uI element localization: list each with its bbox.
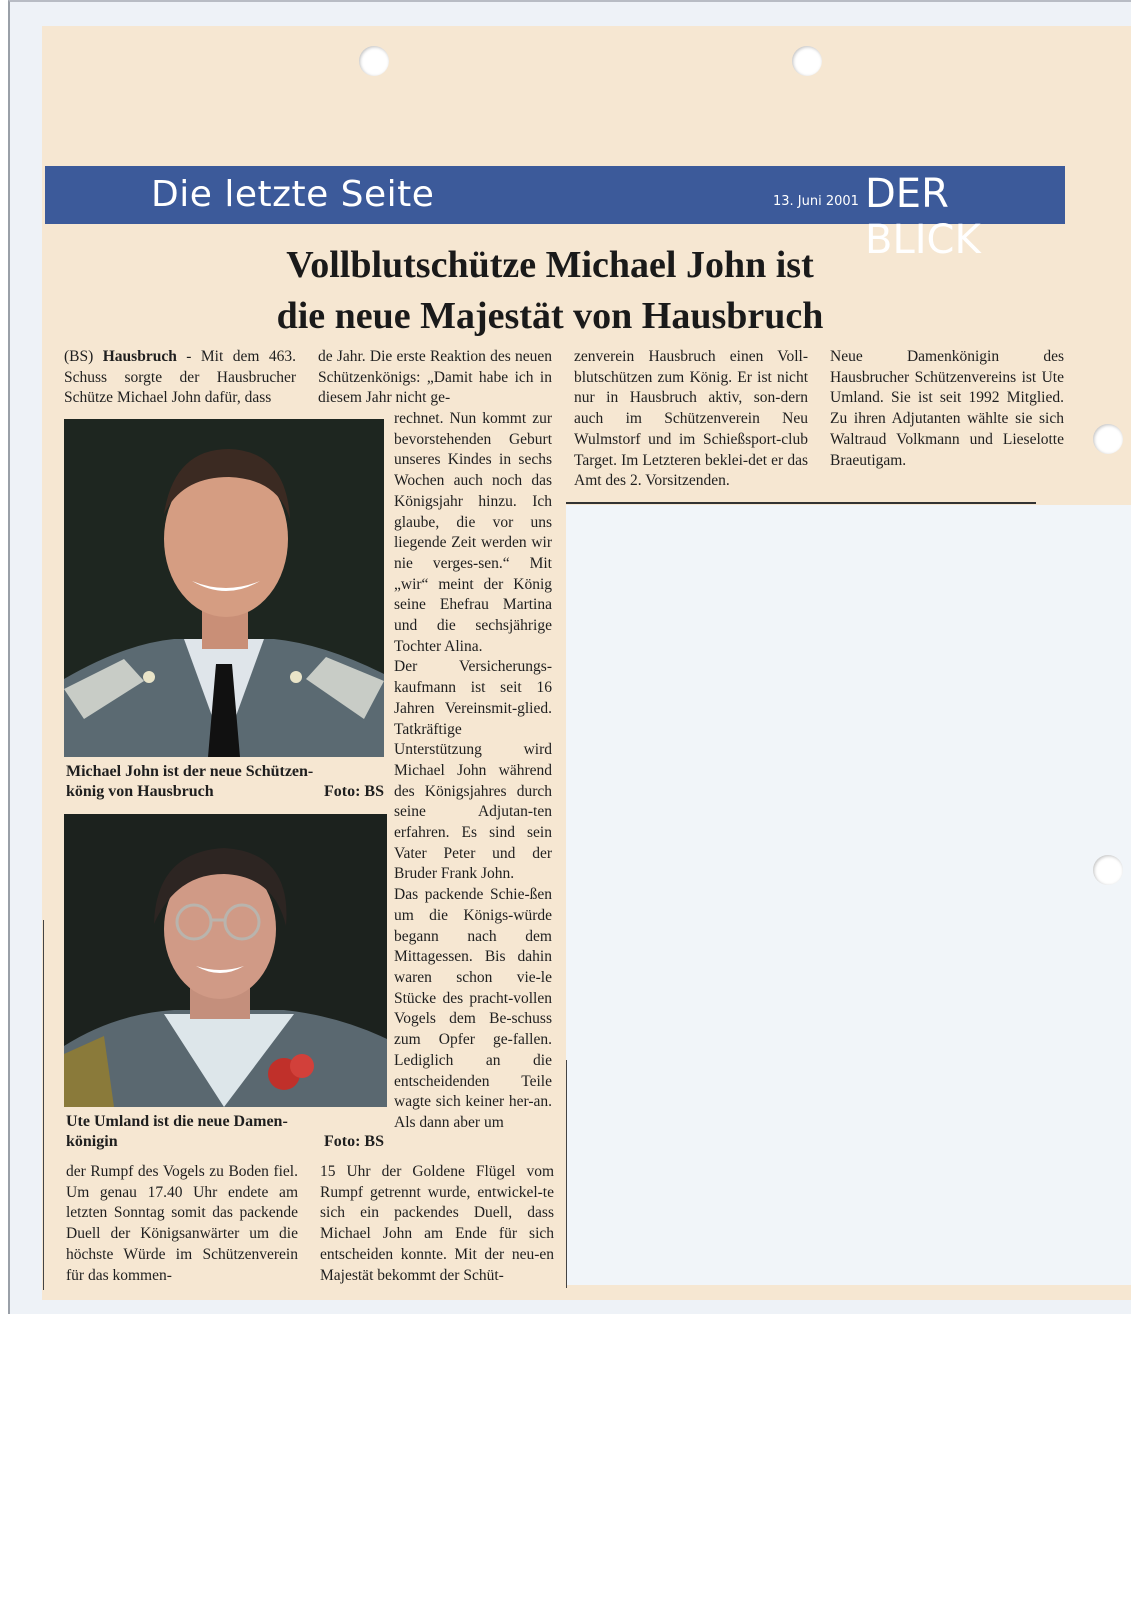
column-rule-middle	[566, 1060, 567, 1288]
dateline: Hausbruch	[102, 348, 177, 365]
photo-caption-1	[66, 762, 384, 802]
caption-2-line-1: Ute Umland ist die neue Damen-	[66, 1113, 288, 1130]
byline: (BS)	[64, 348, 103, 365]
col2-top-text: de Jahr. Die erste Reaktion des neuen Schützenkönigs: „Damit habe ich in diesem Jahr nicht ge-	[318, 348, 552, 407]
punch-hole-top-right	[792, 46, 822, 76]
col1-bottom-text: der Rumpf des Vogels zu Boden fiel. Um genau 17.40 Uhr endete am letzten Sonntag somit das packende Duell der Königsanwärter um die höchste Würde im Schützenverein für das kommen-	[66, 1163, 298, 1284]
column-2-top	[318, 347, 552, 409]
headline-line-1: Vollblutschütze Michael John ist	[286, 244, 814, 286]
portrait-woman-image	[64, 814, 387, 1107]
caption-1-line-1: Michael John ist der neue Schützen-	[66, 763, 314, 780]
punch-hole-right-upper	[1093, 424, 1123, 454]
col3-text: zenverein Hausbruch einen Voll-blutschützen zum König. Er ist nicht nur in Hausbruch aktiv, son-dern auch im Schützenverein Neu Wulmstorf und im Schießsport-club Target. Im Letzteren beklei-det er das Amt des 2. Vorsitzenden.	[574, 348, 808, 490]
col4-text: Neue Damenkönigin des Hausbrucher Schützenvereins ist Ute Umland. Sie ist seit 1992 Mitglied. Zu ihren Adjutanten wählte sie sich Waltraud Volkmann und Lieselotte Braeutigam.	[830, 348, 1064, 469]
col2-paragraph-1: rechnet. Nun kommt zur bevorstehenden Geburt unseres Kindes in sechs Wochen auch noch das Königsjahr hinzu. Ich glaube, die vor uns liegende Zeit werden wir nie verges-sen.“ Mit „wir“ meint der König seine Ehefrau Martina und die sechsjährige Tochter Alina.	[394, 410, 552, 655]
col2-paragraph-2: Der Versicherungs-kaufmann ist seit 16 Jahren Vereinsmit-glied. Tatkräftige Unterstützung wird Michael John während des Königsjahres durch seine Adjutan-ten erfahren. Es sind sein Vater Peter und der Bruder Frank John.	[394, 658, 552, 883]
caption-1-line-2: könig von Hausbruch	[66, 783, 214, 800]
column-2-bottom	[320, 1162, 554, 1286]
punch-hole-top-left	[359, 46, 389, 76]
punch-hole-right-lower	[1093, 855, 1123, 885]
col2-bottom-text: 15 Uhr der Goldene Flügel vom Rumpf getrennt wurde, entwickel-te sich ein packendes Duell, dass Michael John am Ende für sich entscheiden konnte. Mit der neu-en Majestät bekommt der Schüt-	[320, 1163, 554, 1284]
photo-caption-2	[66, 1112, 384, 1152]
section-banner	[45, 166, 1065, 263]
caption-2-line-2: königin	[66, 1133, 118, 1150]
issue-date: 13. Juni 2001	[773, 194, 859, 209]
headline-line-2: die neue Majestät von Hausbruch	[276, 295, 824, 337]
column-1-top	[64, 347, 296, 409]
column-4	[830, 347, 1064, 471]
photo-credit-2: Foto: BS	[324, 1133, 384, 1150]
column-2-narrow	[394, 409, 552, 1134]
blank-paper-overlay	[566, 505, 1131, 1285]
column-rule-left	[43, 920, 44, 1290]
article-end-rule	[566, 502, 1036, 504]
photo-credit-1: Foto: BS	[324, 783, 384, 800]
photo-ute-umland	[64, 814, 387, 1107]
newspaper-name: DER BLICK	[865, 171, 981, 263]
intro-text: - Mit dem 463. Schuss sorgte der Hausbrucher Schütze Michael John dafür, dass	[64, 348, 296, 407]
column-1-bottom	[66, 1162, 298, 1286]
portrait-man-image	[64, 419, 384, 757]
column-3	[574, 347, 808, 492]
article-headline	[200, 240, 900, 342]
photo-michael-john	[64, 419, 384, 757]
col2-paragraph-3: Das packende Schie-ßen um die Königs-würde begann nach dem Mittagessen. Bis dahin waren schon vie-le Stücke des pracht-vollen Vogels dem Be-schuss zum Opfer ge-fallen. Lediglich an die entscheidenden Teile wagte sich keiner her-an. Als dann aber um	[394, 886, 552, 1131]
section-title: Die letzte Seite	[151, 174, 435, 215]
